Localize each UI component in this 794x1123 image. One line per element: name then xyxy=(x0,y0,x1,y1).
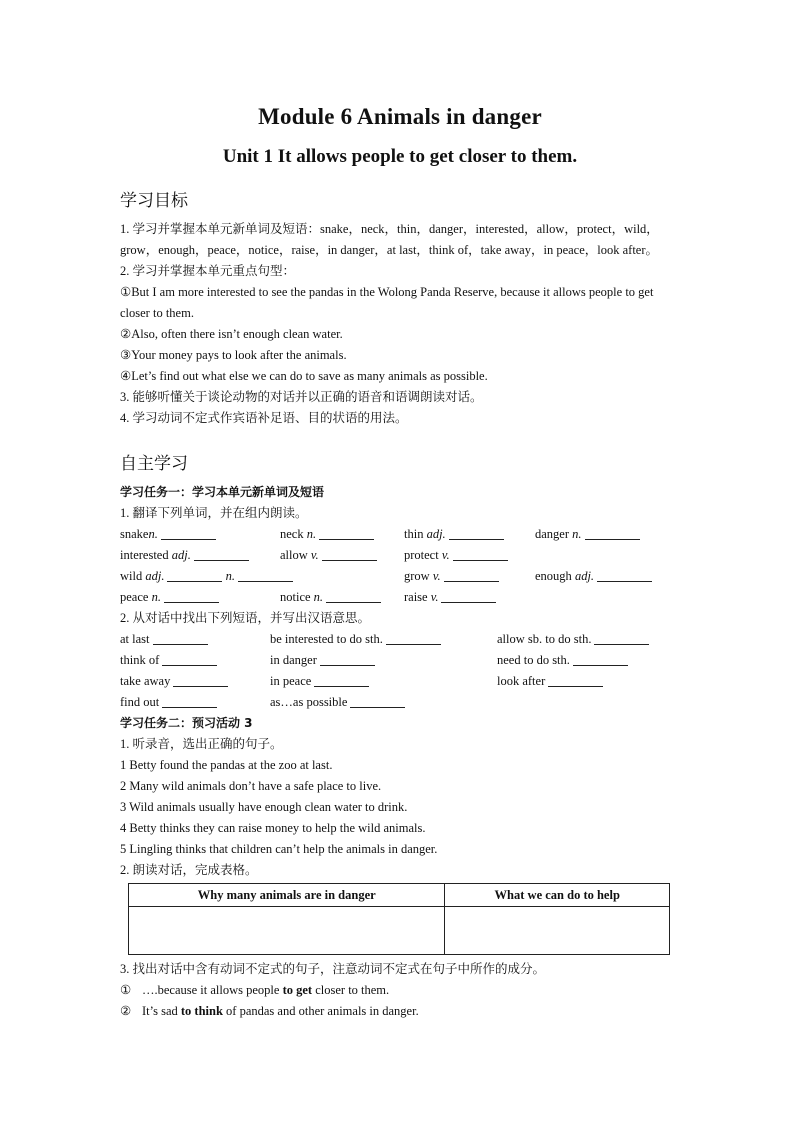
word-item: wild adj. n. xyxy=(120,566,293,587)
answer-blank[interactable] xyxy=(585,525,640,540)
table-cell-answer[interactable] xyxy=(445,907,670,955)
word-row xyxy=(120,545,680,566)
goal-item: ②Also, often there isn’t enough clean water. xyxy=(120,327,343,341)
answer-blank[interactable] xyxy=(194,546,249,561)
task2-q3: 3. 找出对话中含有动词不定式的句子，注意动词不定式在句子中所作的成分。 xyxy=(120,962,546,976)
listening-sentence: 1 Betty found the pandas at the zoo at last. xyxy=(120,758,333,772)
goal-item: ④Let’s find out what else we can do to save as many animals as possible. xyxy=(120,369,488,383)
unit-title: Unit 1 It allows people to get closer to them. xyxy=(222,146,578,167)
answer-blank[interactable] xyxy=(444,567,499,582)
phrase-item: as…as possible xyxy=(270,692,405,713)
phrase-row xyxy=(120,629,680,650)
word-row xyxy=(120,524,680,545)
answer-blank[interactable] xyxy=(326,588,381,603)
task2-q1: 1. 听录音，选出正确的句子。 xyxy=(120,737,283,751)
phrase-row xyxy=(120,650,680,671)
answer-blank[interactable] xyxy=(238,567,293,582)
goals-heading: 学习目标 xyxy=(120,191,188,211)
answer-blank[interactable] xyxy=(548,672,603,687)
listening-sentence: 3 Wild animals usually have enough clean water to drink. xyxy=(120,800,408,814)
table-cell-answer[interactable] xyxy=(129,907,445,955)
task2-title: 学习任务二：预习活动 3 xyxy=(120,716,253,730)
phrase-item: think of xyxy=(120,650,217,671)
worksheet-page xyxy=(120,100,680,1022)
answer-blank[interactable] xyxy=(314,672,369,687)
word-row xyxy=(120,587,680,608)
task1-q1: 1. 翻译下列单词，并在组内朗读。 xyxy=(120,506,308,520)
word-item: peace n. xyxy=(120,587,219,608)
word-item: notice n. xyxy=(280,587,381,608)
word-row xyxy=(120,566,680,587)
task2-q2: 2. 朗读对话，完成表格。 xyxy=(120,863,258,877)
word-item: interested adj. xyxy=(120,545,249,566)
phrase-row xyxy=(120,671,680,692)
goal-item: ①But I am more interested to see the pandas in the Wolong Panda Reserve, because it allows people to get closer to them. xyxy=(120,285,654,320)
answer-blank[interactable] xyxy=(167,567,222,582)
example-sentence: ② It’s sad to think of pandas and other animals in danger. xyxy=(120,1004,419,1018)
answer-blank[interactable] xyxy=(162,651,217,666)
word-item: danger n. xyxy=(535,524,640,545)
word-item: allow v. xyxy=(280,545,377,566)
answer-blank[interactable] xyxy=(319,525,374,540)
listening-sentence: 5 Lingling thinks that children can’t help the animals in danger. xyxy=(120,842,438,856)
phrase-item: at last xyxy=(120,629,208,650)
answer-blank[interactable] xyxy=(153,630,208,645)
goal-item: ③Your money pays to look after the animals. xyxy=(120,348,347,362)
word-item: snaken. xyxy=(120,524,216,545)
answer-blank[interactable] xyxy=(164,588,219,603)
word-item: neck n. xyxy=(280,524,374,545)
answer-blank[interactable] xyxy=(162,693,217,708)
answer-blank[interactable] xyxy=(441,588,496,603)
word-item: thin adj. xyxy=(404,524,504,545)
reading-table xyxy=(128,883,670,955)
answer-blank[interactable] xyxy=(350,693,405,708)
goal-item: 3. 能够听懂关于谈论动物的对话并以正确的语音和语调朗读对话。 xyxy=(120,390,483,404)
phrase-item: in danger xyxy=(270,650,375,671)
self-study-heading: 自主学习 xyxy=(120,454,188,474)
answer-blank[interactable] xyxy=(173,672,228,687)
answer-blank[interactable] xyxy=(594,630,649,645)
phrase-item: allow sb. to do sth. xyxy=(497,629,649,650)
phrase-item: need to do sth. xyxy=(497,650,628,671)
goals-list xyxy=(120,219,680,429)
phrase-item: in peace xyxy=(270,671,369,692)
task1-q2: 2. 从对话中找出下列短语，并写出汉语意思。 xyxy=(120,611,371,625)
word-item: raise v. xyxy=(404,587,496,608)
answer-blank[interactable] xyxy=(449,525,504,540)
word-item: enough adj. xyxy=(535,566,652,587)
answer-blank[interactable] xyxy=(320,651,375,666)
word-item: protect v. xyxy=(404,545,508,566)
table-header: What we can do to help xyxy=(445,884,670,907)
listening-sentence: 2 Many wild animals don’t have a safe place to live. xyxy=(120,779,382,793)
answer-blank[interactable] xyxy=(161,525,216,540)
module-title: Module 6 Animals in danger xyxy=(258,104,542,129)
example-sentence: ① ….because it allows people to get closer to them. xyxy=(120,983,390,997)
phrase-item: take away xyxy=(120,671,228,692)
table-header: Why many animals are in danger xyxy=(129,884,445,907)
answer-blank[interactable] xyxy=(573,651,628,666)
goal-item: 1. 学习并掌握本单元新单词及短语：snake，neck，thin，danger，interested，allow，protect，wild，grow，enough，peace，notice，raise，in danger，at last，think of，take away，in peace，look after。 xyxy=(120,222,659,257)
phrase-item: be interested to do sth. xyxy=(270,629,441,650)
answer-blank[interactable] xyxy=(322,546,377,561)
phrase-item: find out xyxy=(120,692,217,713)
goal-item: 4. 学习动词不定式作宾语补足语、目的状语的用法。 xyxy=(120,411,408,425)
answer-blank[interactable] xyxy=(597,567,652,582)
phrase-item: look after xyxy=(497,671,603,692)
phrase-row xyxy=(120,692,680,713)
task1-title: 学习任务一：学习本单元新单词及短语 xyxy=(120,485,325,499)
answer-blank[interactable] xyxy=(453,546,508,561)
answer-blank[interactable] xyxy=(386,630,441,645)
goal-item: 2. 学习并掌握本单元重点句型： xyxy=(120,264,296,278)
word-item: grow v. xyxy=(404,566,499,587)
listening-sentence: 4 Betty thinks they can raise money to help the wild animals. xyxy=(120,821,426,835)
